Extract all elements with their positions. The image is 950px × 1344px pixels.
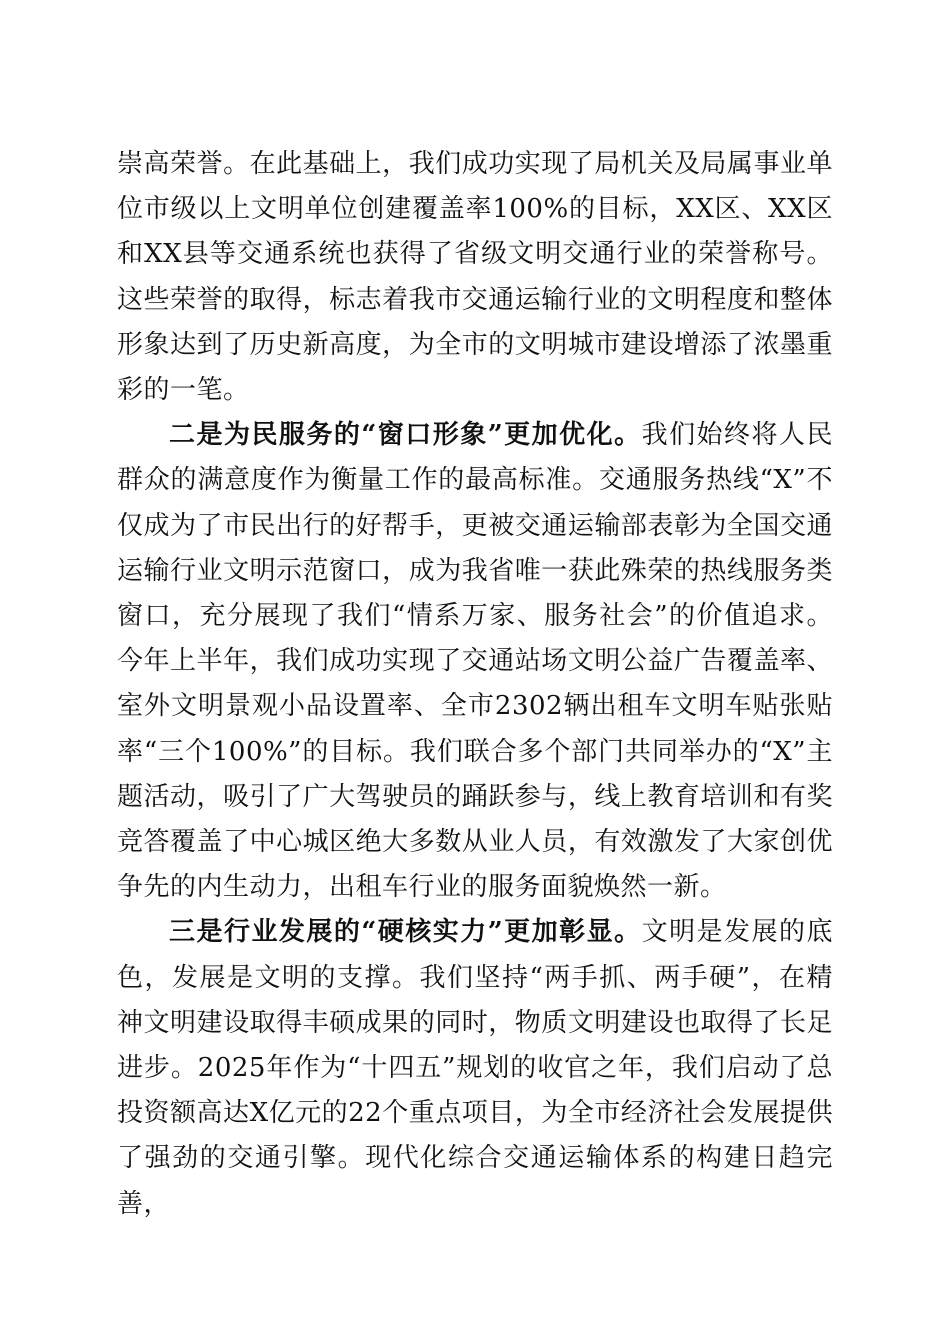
- paragraph-industry-strength: [117, 910, 833, 1226]
- paragraph-heading: 二是为民服务的“窗口形象”更加优化。: [169, 420, 642, 451]
- paragraph-text: 文明是发展的底色，发展是文明的支撑。我们坚持“两手抓、两手硬”，在精神文明建设取得丰硕成果的同时，物质文明建设也取得了长足进步。2025年作为“十四五”规划的收官之年，我们启动了总投资额高达X亿元的22个重点项目，为全市经济社会发展提供了强劲的交通引擎。现代化综合交通运输体系的构建日趋完善，: [117, 917, 833, 1219]
- paragraph-text: 崇高荣誉。在此基础上，我们成功实现了局机关及局属事业单位市级以上文明单位创建覆盖率100%的目标，XX区、XX区和XX县等交通系统也获得了省级文明交通行业的荣誉称号。这些荣誉的取得，标志着我市交通运输行业的文明程度和整体形象达到了历史新高度，为全市的文明城市建设增添了浓墨重彩的一笔。: [117, 149, 833, 406]
- paragraph-window-image: [117, 413, 833, 910]
- document-body: [117, 142, 833, 1227]
- paragraph-heading: 三是行业发展的“硬核实力”更加彰显。: [169, 917, 642, 948]
- paragraph-continuation: [117, 142, 833, 413]
- paragraph-text: 我们始终将人民群众的满意度作为衡量工作的最高标准。交通服务热线“X”不仅成为了市民出行的好帮手，更被交通运输部表彰为全国交通运输行业文明示范窗口，成为我省唯一获此殊荣的热线服务类窗口，充分展现了我们“情系万家、服务社会”的价值追求。今年上半年，我们成功实现了交通站场文明公益广告覆盖率、室外文明景观小品设置率、全市2302辆出租车文明车贴张贴率“三个100%”的目标。我们联合多个部门共同举办的“X”主题活动，吸引了广大驾驶员的踊跃参与，线上教育培训和有奖竞答覆盖了中心城区绝大多数从业人员，有效激发了大家创优争先的内生动力，出租车行业的服务面貌焕然一新。: [117, 420, 833, 903]
